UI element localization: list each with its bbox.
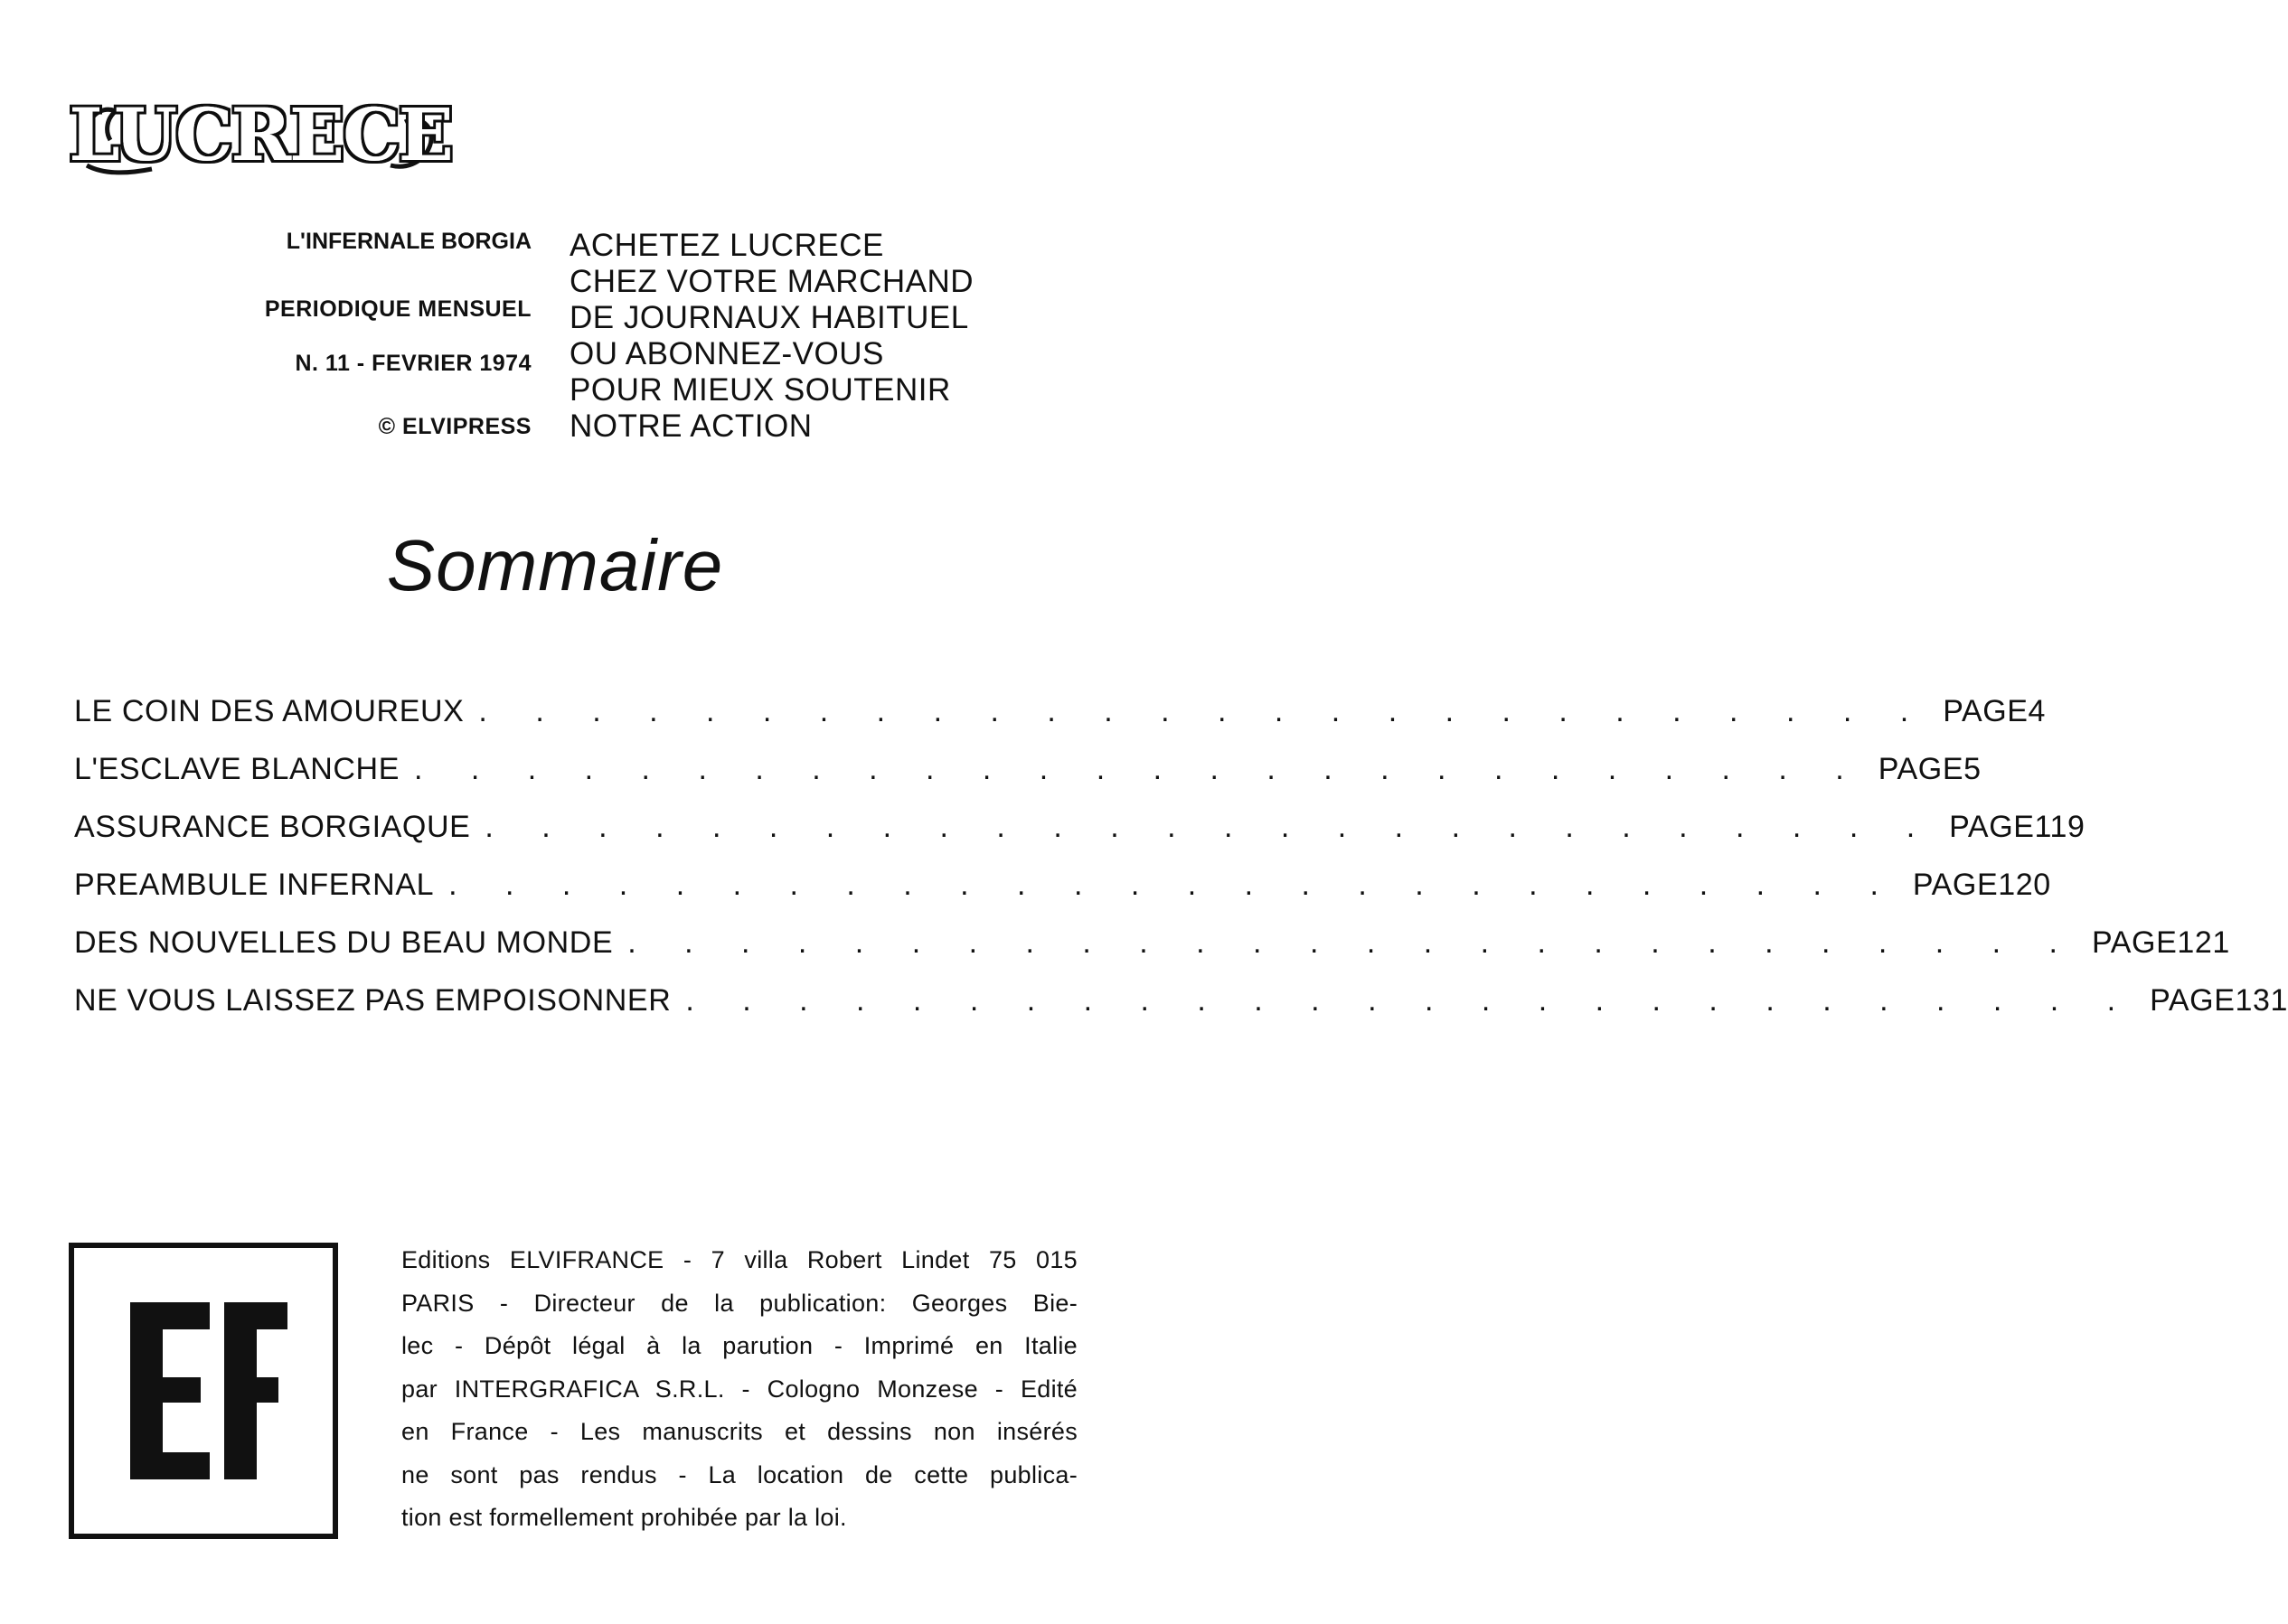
dot-leader: . . . . . . . . . . . . . . . . . . . . . . . . . . [627,925,2077,960]
toc-entry-page [2092,925,2230,961]
toc-entry [74,752,1982,810]
imprint-line: ne sont pas rendus - La location de cette publica- [401,1460,1078,1488]
page-label: PAGE [2150,983,2236,1018]
magazine-title: L'INFERNALE BORGIA [286,229,532,254]
imprint-line: en France - Les manuscrits et dessins non insérés [401,1418,1078,1445]
slogan-line: CHEZ VOTRE MARCHAND [570,264,975,299]
dot-leader: . . . . . . . . . . . . . . . . . . . . . . . . . . [413,752,1864,786]
publisher-imprint [401,1239,1078,1540]
page-label: PAGE [1943,694,2029,728]
page-label: PAGE [1912,868,1999,902]
slogan-line: ACHETEZ LUCRECE [570,228,884,263]
toc-entry-title: L'ESCLAVE BLANCHE [74,752,400,786]
table-of-contents [74,694,2288,1041]
dot-leader: . . . . . . . . . . . . . . . . . . . . . . . . . . [448,868,1898,902]
dot-leader: . . . . . . . . . . . . . . . . . . . . . . . . . . [485,810,1935,844]
page-number: 121 [2177,925,2230,960]
page-label: PAGE [2092,925,2178,960]
logo-lettering: LUCRECE [69,92,452,177]
toc-entry-title: LE COIN DES AMOUREUX [74,694,465,728]
slogan-line: OU ABONNEZ-VOUS [570,336,884,371]
toc-entry-title: DES NOUVELLES DU BEAU MONDE [74,925,614,960]
toc-entry [74,983,2288,1041]
imprint-line: par INTERGRAFICA S.R.L. - Cologno Monzese - Edité [401,1375,1078,1403]
dot-leader: . . . . . . . . . . . . . . . . . . . . . . . . . . [478,694,1929,728]
copyright: © ELVIPRESS [378,414,532,439]
page-label: PAGE [1878,752,1964,786]
toc-entry-title: NE VOUS LAISSEZ PAS EMPOISONNER [74,983,672,1018]
toc-entry-title: ASSURANCE BORGIAQUE [74,810,471,844]
page-number: 131 [2235,983,2288,1018]
periodicity: PERIODIQUE MENSUEL [264,296,532,322]
summary-heading: Sommaire [386,525,724,605]
page-number: 120 [1998,868,2051,902]
imprint-line: PARIS - Directeur de la publication: Georges Bie- [401,1289,1078,1317]
slogan-line: NOTRE ACTION [570,408,813,444]
page-number: 4 [2028,694,2047,728]
slogan-line: DE JOURNAUX HABITUEL [570,300,969,335]
page-label: PAGE [1949,810,2035,844]
toc-entry [74,925,2230,983]
lucrece-logo [69,86,452,185]
toc-entry-title: PREAMBULE INFERNAL [74,868,435,902]
toc-entry-page [1878,752,1982,787]
slogan-line: POUR MIEUX SOUTENIR [570,372,951,408]
imprint-line: lec - Dépôt légal à la parution - Imprimé en Italie [401,1332,1078,1359]
toc-entry-page [1949,810,2085,845]
toc-entry-page [1943,694,2046,729]
toc-entry-page [2150,983,2288,1019]
page-number: 119 [2034,810,2086,844]
toc-entry [74,810,2086,868]
slogan [570,228,974,445]
toc-entry [74,868,2051,925]
imprint-line: Editions ELVIFRANCE - 7 villa Robert Lindet 75 015 [401,1246,1078,1273]
page-number: 5 [1963,752,1982,786]
toc-entry-page [1913,868,2051,903]
imprint-line: tion est formellement prohibée par la loi. [401,1504,847,1531]
ef-publisher-logo [69,1243,338,1539]
dot-leader: . . . . . . . . . . . . . . . . . . . . . . . . . . [685,983,2136,1018]
toc-entry [74,694,2047,752]
issue-number: N. 11 - FEVRIER 1974 [295,351,532,376]
